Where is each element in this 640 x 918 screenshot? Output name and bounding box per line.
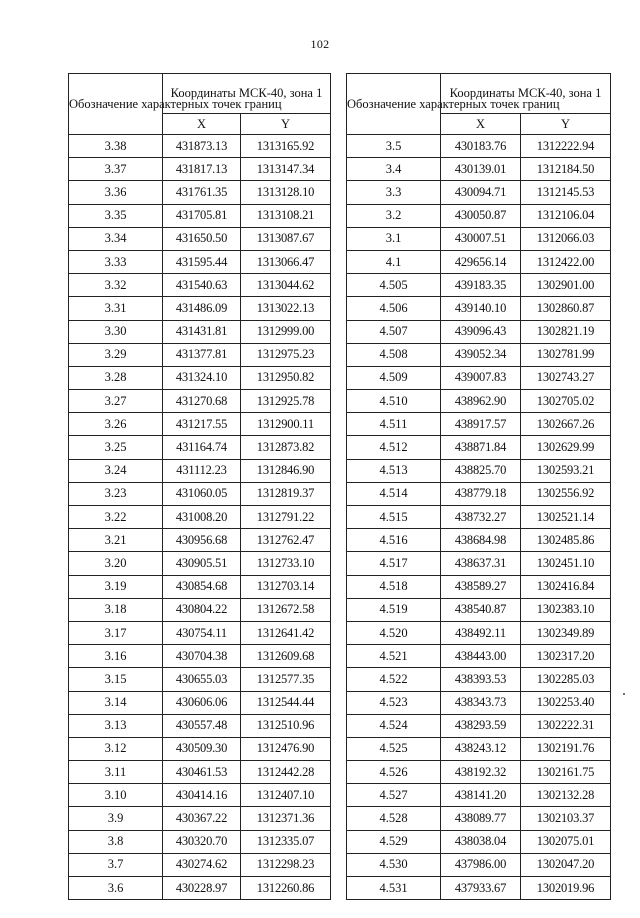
point-id-cell: 3.4 — [347, 158, 441, 181]
x-coord-cell: 429656.14 — [441, 250, 521, 273]
y-coord-cell: 1312544.44 — [241, 691, 331, 714]
y-coord-cell: 1302416.84 — [521, 575, 611, 598]
y-coord-cell: 1312371.36 — [241, 807, 331, 830]
x-coord-cell: 438732.27 — [441, 506, 521, 529]
table-row — [347, 737, 611, 760]
point-id-cell: 3.18 — [69, 598, 163, 621]
table-row — [347, 366, 611, 389]
point-id-cell: 3.9 — [69, 807, 163, 830]
table-row — [69, 807, 331, 830]
y-coord-cell: 1302191.76 — [521, 737, 611, 760]
table-row — [347, 668, 611, 691]
x-coord-cell: 438540.87 — [441, 598, 521, 621]
point-id-cell: 4.530 — [347, 853, 441, 876]
y-coord-cell: 1312298.23 — [241, 853, 331, 876]
y-coord-cell: 1302901.00 — [521, 274, 611, 297]
point-id-cell: 3.15 — [69, 668, 163, 691]
y-coord-cell: 1313108.21 — [241, 204, 331, 227]
point-id-cell: 4.527 — [347, 784, 441, 807]
page-number: 102 — [310, 37, 330, 51]
point-id-cell: 4.524 — [347, 714, 441, 737]
x-coord-cell: 430007.51 — [441, 227, 521, 250]
y-coord-cell: 1312819.37 — [241, 482, 331, 505]
y-coord-cell: 1312925.78 — [241, 390, 331, 413]
y-coord-cell: 1302629.99 — [521, 436, 611, 459]
point-label-header: Обозначение характерных точек границ — [69, 74, 163, 135]
table-row — [69, 552, 331, 575]
point-id-cell: 3.12 — [69, 737, 163, 760]
table-row — [69, 714, 331, 737]
x-coord-cell: 430367.22 — [163, 807, 241, 830]
x-coord-cell: 431060.05 — [163, 482, 241, 505]
x-coord-cell: 437986.00 — [441, 853, 521, 876]
y-coord-cell: 1313128.10 — [241, 181, 331, 204]
y-coord-cell: 1312510.96 — [241, 714, 331, 737]
x-header: X — [163, 113, 241, 134]
x-coord-cell: 431486.09 — [163, 297, 241, 320]
x-coord-cell: 431270.68 — [163, 390, 241, 413]
y-coord-cell: 1312145.53 — [521, 181, 611, 204]
point-id-cell: 3.31 — [69, 297, 163, 320]
point-id-cell: 4.512 — [347, 436, 441, 459]
y-coord-cell: 1302743.27 — [521, 366, 611, 389]
point-id-cell: 4.517 — [347, 552, 441, 575]
x-coord-cell: 431324.10 — [163, 366, 241, 389]
y-coord-cell: 1312846.90 — [241, 459, 331, 482]
point-id-cell: 3.32 — [69, 274, 163, 297]
table-row — [69, 436, 331, 459]
point-id-cell: 4.525 — [347, 737, 441, 760]
y-coord-cell: 1313147.34 — [241, 158, 331, 181]
point-id-cell: 3.21 — [69, 529, 163, 552]
y-coord-cell: 1313087.67 — [241, 227, 331, 250]
point-id-cell: 4.514 — [347, 482, 441, 505]
x-coord-cell: 438243.12 — [441, 737, 521, 760]
point-id-cell: 4.506 — [347, 297, 441, 320]
x-coord-cell: 438089.77 — [441, 807, 521, 830]
y-coord-cell: 1312442.28 — [241, 761, 331, 784]
table-row — [69, 877, 331, 900]
coordinates-table-right — [346, 73, 611, 900]
point-id-cell: 3.22 — [69, 506, 163, 529]
point-id-cell: 3.29 — [69, 343, 163, 366]
x-coord-cell: 430956.68 — [163, 529, 241, 552]
x-coord-cell: 431705.81 — [163, 204, 241, 227]
table-row — [69, 506, 331, 529]
y-coord-cell: 1302781.99 — [521, 343, 611, 366]
table-row — [347, 227, 611, 250]
table-row — [69, 227, 331, 250]
coords-header: Координаты МСК-40, зона 1 — [163, 74, 331, 114]
x-coord-cell: 438393.53 — [441, 668, 521, 691]
y-coord-cell: 1302047.20 — [521, 853, 611, 876]
y-coord-cell: 1302556.92 — [521, 482, 611, 505]
x-coord-cell: 439140.10 — [441, 297, 521, 320]
point-id-cell: 3.5 — [347, 135, 441, 158]
y-coord-cell: 1302103.37 — [521, 807, 611, 830]
point-id-cell: 3.28 — [69, 366, 163, 389]
y-coord-cell: 1312999.00 — [241, 320, 331, 343]
table-row — [347, 135, 611, 158]
y-coord-cell: 1313066.47 — [241, 250, 331, 273]
point-id-cell: 4.518 — [347, 575, 441, 598]
y-coord-cell: 1313022.13 — [241, 297, 331, 320]
table-row — [69, 668, 331, 691]
table-row — [347, 459, 611, 482]
table-row — [69, 598, 331, 621]
table-row — [69, 459, 331, 482]
y-coord-cell: 1302485.86 — [521, 529, 611, 552]
y-coord-cell: 1312422.00 — [521, 250, 611, 273]
x-coord-cell: 431431.81 — [163, 320, 241, 343]
x-coord-cell: 438192.32 — [441, 761, 521, 784]
table-row — [69, 853, 331, 876]
point-id-cell: 3.10 — [69, 784, 163, 807]
coordinates-table-left — [68, 73, 331, 900]
table-row — [69, 204, 331, 227]
x-coord-cell: 438825.70 — [441, 459, 521, 482]
point-id-cell: 3.30 — [69, 320, 163, 343]
table-row — [69, 343, 331, 366]
y-coord-cell: 1302317.20 — [521, 645, 611, 668]
point-id-cell: 3.25 — [69, 436, 163, 459]
x-coord-cell: 437933.67 — [441, 877, 521, 900]
point-id-cell: 4.508 — [347, 343, 441, 366]
point-id-cell: 3.37 — [69, 158, 163, 181]
point-id-cell: 4.513 — [347, 459, 441, 482]
table-row — [347, 807, 611, 830]
table-row — [347, 529, 611, 552]
point-id-cell: 3.34 — [69, 227, 163, 250]
table-row — [347, 343, 611, 366]
x-coord-cell: 438779.18 — [441, 482, 521, 505]
table-row — [69, 575, 331, 598]
point-id-cell: 3.33 — [69, 250, 163, 273]
x-coord-cell: 430557.48 — [163, 714, 241, 737]
y-coord-cell: 1312703.14 — [241, 575, 331, 598]
point-id-cell: 4.529 — [347, 830, 441, 853]
point-id-cell: 3.7 — [69, 853, 163, 876]
y-coord-cell: 1312066.03 — [521, 227, 611, 250]
table-row — [347, 877, 611, 900]
x-coord-cell: 439096.43 — [441, 320, 521, 343]
point-id-cell: 3.6 — [69, 877, 163, 900]
table-row — [347, 158, 611, 181]
y-coord-cell: 1312577.35 — [241, 668, 331, 691]
point-label-header: Обозначение характерных точек границ — [347, 74, 441, 135]
x-coord-cell: 438141.20 — [441, 784, 521, 807]
x-coord-cell: 430854.68 — [163, 575, 241, 598]
y-coord-cell: 1312476.90 — [241, 737, 331, 760]
x-coord-cell: 438343.73 — [441, 691, 521, 714]
point-id-cell: 4.528 — [347, 807, 441, 830]
x-coord-cell: 430320.70 — [163, 830, 241, 853]
x-coord-cell: 438917.57 — [441, 413, 521, 436]
table-row — [347, 714, 611, 737]
table-row — [69, 274, 331, 297]
y-coord-cell: 1312260.86 — [241, 877, 331, 900]
table-row — [347, 645, 611, 668]
point-id-cell: 4.511 — [347, 413, 441, 436]
point-id-cell: 4.516 — [347, 529, 441, 552]
point-id-cell: 4.526 — [347, 761, 441, 784]
table-row — [347, 621, 611, 644]
table-row — [347, 274, 611, 297]
x-header: X — [441, 113, 521, 134]
x-coord-cell: 438492.11 — [441, 621, 521, 644]
table-row — [69, 390, 331, 413]
y-header: Y — [241, 113, 331, 134]
y-coord-cell: 1312672.58 — [241, 598, 331, 621]
table-row — [347, 181, 611, 204]
table-row — [347, 320, 611, 343]
table-row — [69, 158, 331, 181]
table-row — [347, 598, 611, 621]
table-row — [347, 204, 611, 227]
point-id-cell: 4.1 — [347, 250, 441, 273]
table-row — [347, 390, 611, 413]
point-id-cell: 4.521 — [347, 645, 441, 668]
x-coord-cell: 430461.53 — [163, 761, 241, 784]
x-coord-cell: 431377.81 — [163, 343, 241, 366]
x-coord-cell: 431164.74 — [163, 436, 241, 459]
point-id-cell: 3.24 — [69, 459, 163, 482]
x-coord-cell: 439052.34 — [441, 343, 521, 366]
point-id-cell: 3.19 — [69, 575, 163, 598]
y-coord-cell: 1312733.10 — [241, 552, 331, 575]
y-coord-cell: 1312873.82 — [241, 436, 331, 459]
x-coord-cell: 431595.44 — [163, 250, 241, 273]
point-id-cell: 4.505 — [347, 274, 441, 297]
table-row — [69, 645, 331, 668]
y-coord-cell: 1312407.10 — [241, 784, 331, 807]
table-row — [347, 853, 611, 876]
point-id-cell: 4.519 — [347, 598, 441, 621]
point-id-cell: 3.36 — [69, 181, 163, 204]
y-coord-cell: 1302222.31 — [521, 714, 611, 737]
table-row — [347, 830, 611, 853]
x-coord-cell: 438962.90 — [441, 390, 521, 413]
point-id-cell: 3.1 — [347, 227, 441, 250]
table-row — [69, 320, 331, 343]
x-coord-cell: 430655.03 — [163, 668, 241, 691]
x-coord-cell: 431761.35 — [163, 181, 241, 204]
x-coord-cell: 430139.01 — [441, 158, 521, 181]
y-coord-cell: 1302349.89 — [521, 621, 611, 644]
point-id-cell: 4.523 — [347, 691, 441, 714]
y-coord-cell: 1302253.40 — [521, 691, 611, 714]
x-coord-cell: 439007.83 — [441, 366, 521, 389]
point-id-cell: 3.16 — [69, 645, 163, 668]
x-coord-cell: 430094.71 — [441, 181, 521, 204]
y-coord-cell: 1302860.87 — [521, 297, 611, 320]
point-id-cell: 3.27 — [69, 390, 163, 413]
y-coord-cell: 1312184.50 — [521, 158, 611, 181]
y-coord-cell: 1302075.01 — [521, 830, 611, 853]
point-id-cell: 4.509 — [347, 366, 441, 389]
table-row — [347, 761, 611, 784]
x-coord-cell: 430905.51 — [163, 552, 241, 575]
x-coord-cell: 430274.62 — [163, 853, 241, 876]
table-row — [347, 297, 611, 320]
x-coord-cell: 431008.20 — [163, 506, 241, 529]
point-id-cell: 4.531 — [347, 877, 441, 900]
x-coord-cell: 431873.13 — [163, 135, 241, 158]
y-coord-cell: 1302019.96 — [521, 877, 611, 900]
y-coord-cell: 1302667.26 — [521, 413, 611, 436]
x-coord-cell: 438038.04 — [441, 830, 521, 853]
y-coord-cell: 1312106.04 — [521, 204, 611, 227]
x-coord-cell: 431217.55 — [163, 413, 241, 436]
x-coord-cell: 430754.11 — [163, 621, 241, 644]
table-row — [347, 575, 611, 598]
x-coord-cell: 438871.84 — [441, 436, 521, 459]
x-coord-cell: 431540.63 — [163, 274, 241, 297]
point-id-cell: 3.14 — [69, 691, 163, 714]
table-row — [69, 621, 331, 644]
y-coord-cell: 1312762.47 — [241, 529, 331, 552]
y-coord-cell: 1302285.03 — [521, 668, 611, 691]
y-coord-cell: 1313044.62 — [241, 274, 331, 297]
y-coord-cell: 1313165.92 — [241, 135, 331, 158]
y-coord-cell: 1312222.94 — [521, 135, 611, 158]
point-id-cell: 3.3 — [347, 181, 441, 204]
x-coord-cell: 438684.98 — [441, 529, 521, 552]
point-id-cell: 3.23 — [69, 482, 163, 505]
scan-speck — [623, 693, 625, 695]
point-id-cell: 4.507 — [347, 320, 441, 343]
table-row — [69, 297, 331, 320]
coords-header: Координаты МСК-40, зона 1 — [441, 74, 611, 114]
table-row — [69, 413, 331, 436]
point-id-cell: 3.17 — [69, 621, 163, 644]
table-row — [69, 691, 331, 714]
x-coord-cell: 430509.30 — [163, 737, 241, 760]
y-coord-cell: 1312950.82 — [241, 366, 331, 389]
y-coord-cell: 1312609.68 — [241, 645, 331, 668]
x-coord-cell: 430050.87 — [441, 204, 521, 227]
point-id-cell: 3.2 — [347, 204, 441, 227]
x-coord-cell: 430804.22 — [163, 598, 241, 621]
table-row — [347, 436, 611, 459]
x-coord-cell: 438443.00 — [441, 645, 521, 668]
x-coord-cell: 431817.13 — [163, 158, 241, 181]
y-coord-cell: 1302383.10 — [521, 598, 611, 621]
x-coord-cell: 439183.35 — [441, 274, 521, 297]
x-coord-cell: 438637.31 — [441, 552, 521, 575]
y-coord-cell: 1312791.22 — [241, 506, 331, 529]
y-coord-cell: 1302821.19 — [521, 320, 611, 343]
point-id-cell: 3.38 — [69, 135, 163, 158]
y-coord-cell: 1302593.21 — [521, 459, 611, 482]
table-row — [69, 250, 331, 273]
y-coord-cell: 1312900.11 — [241, 413, 331, 436]
x-coord-cell: 438293.59 — [441, 714, 521, 737]
point-id-cell: 3.8 — [69, 830, 163, 853]
point-id-cell: 4.510 — [347, 390, 441, 413]
y-coord-cell: 1302132.28 — [521, 784, 611, 807]
table-row — [69, 181, 331, 204]
table-row — [347, 506, 611, 529]
table-row — [347, 784, 611, 807]
table-row — [69, 830, 331, 853]
x-coord-cell: 431112.23 — [163, 459, 241, 482]
point-id-cell: 4.520 — [347, 621, 441, 644]
x-coord-cell: 430704.38 — [163, 645, 241, 668]
point-id-cell: 3.20 — [69, 552, 163, 575]
point-id-cell: 4.515 — [347, 506, 441, 529]
x-coord-cell: 430183.76 — [441, 135, 521, 158]
y-coord-cell: 1302161.75 — [521, 761, 611, 784]
table-row — [347, 482, 611, 505]
table-row — [69, 135, 331, 158]
point-id-cell: 3.13 — [69, 714, 163, 737]
x-coord-cell: 438589.27 — [441, 575, 521, 598]
point-id-cell: 3.26 — [69, 413, 163, 436]
y-coord-cell: 1312975.23 — [241, 343, 331, 366]
table-row — [347, 413, 611, 436]
table-row — [69, 784, 331, 807]
table-row — [69, 529, 331, 552]
y-coord-cell: 1302451.10 — [521, 552, 611, 575]
point-id-cell: 3.35 — [69, 204, 163, 227]
table-row — [69, 737, 331, 760]
y-coord-cell: 1312641.42 — [241, 621, 331, 644]
y-header: Y — [521, 113, 611, 134]
y-coord-cell: 1302705.02 — [521, 390, 611, 413]
x-coord-cell: 430606.06 — [163, 691, 241, 714]
table-row — [347, 250, 611, 273]
table-row — [69, 366, 331, 389]
x-coord-cell: 430228.97 — [163, 877, 241, 900]
table-row — [347, 552, 611, 575]
x-coord-cell: 430414.16 — [163, 784, 241, 807]
table-row — [347, 691, 611, 714]
y-coord-cell: 1312335.07 — [241, 830, 331, 853]
point-id-cell: 3.11 — [69, 761, 163, 784]
point-id-cell: 4.522 — [347, 668, 441, 691]
table-row — [69, 761, 331, 784]
x-coord-cell: 431650.50 — [163, 227, 241, 250]
table-row — [69, 482, 331, 505]
y-coord-cell: 1302521.14 — [521, 506, 611, 529]
